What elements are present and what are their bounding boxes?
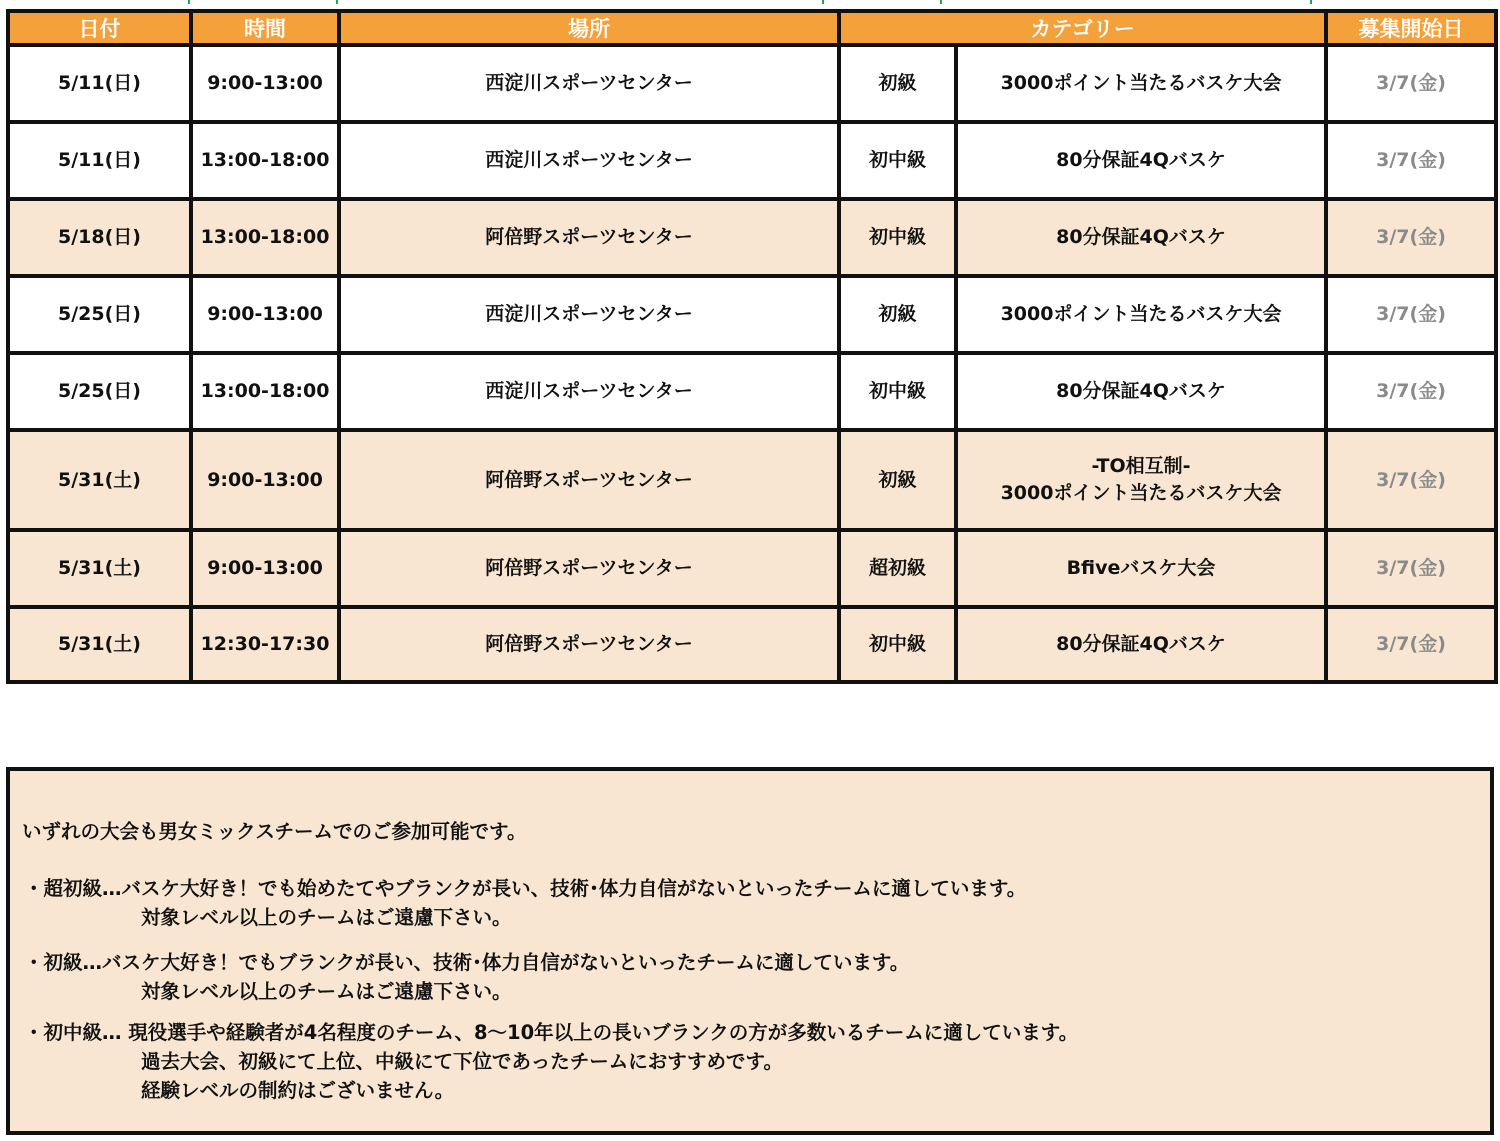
event-name-line: Bfiveバスケ大会 [1066,557,1216,579]
cell-level: 初級 [839,45,956,122]
divider-tick [336,0,338,4]
event-name-line: 3000ポイント当たるバスケ大会 [1000,482,1282,504]
cell-event [956,607,1326,682]
cell-event [956,199,1326,276]
divider-tick [940,0,942,4]
cell-start-date: 3/7(金) [1326,45,1496,122]
cell-venue: 阿倍野スポーツセンター [339,430,839,530]
cell-date: 5/18(日) [8,199,191,276]
header-date: 日付 [8,11,191,45]
cell-event [956,353,1326,430]
cell-time: 13:00-18:00 [191,353,339,430]
header-row [8,11,1496,45]
cell-venue: 西淀川スポーツセンター [339,276,839,353]
note-text: 過去大会、初級にて上位、中級にて下位であったチームにおすすめです。 [141,1050,783,1073]
note-item-beginner [24,948,909,1006]
event-name-line: 80分保証4Qバスケ [1056,149,1226,171]
event-name-line: 3000ポイント当たるバスケ大会 [1000,303,1282,325]
header-time: 時間 [191,11,339,45]
schedule-body [8,45,1496,682]
note-text: 対象レベル以上のチームはご遠慮下さい。 [141,980,512,1003]
table-row [8,276,1496,353]
event-name-line: 80分保証4Qバスケ [1056,226,1226,248]
cell-time: 9:00-13:00 [191,276,339,353]
divider-tick [1310,0,1312,4]
cell-venue: 西淀川スポーツセンター [339,122,839,199]
cell-venue: 西淀川スポーツセンター [339,353,839,430]
cell-event [956,276,1326,353]
cell-level: 初中級 [839,353,956,430]
cell-venue: 阿倍野スポーツセンター [339,199,839,276]
event-name-line: 80分保証4Qバスケ [1056,633,1226,655]
cell-start-date: 3/7(金) [1326,276,1496,353]
cell-start-date: 3/7(金) [1326,199,1496,276]
cell-start-date: 3/7(金) [1326,430,1496,530]
cell-level: 初中級 [839,607,956,682]
cell-start-date: 3/7(金) [1326,530,1496,607]
note-text: 対象レベル以上のチームはご遠慮下さい。 [141,906,512,929]
cell-date: 5/25(日) [8,353,191,430]
cell-event [956,530,1326,607]
table-row [8,199,1496,276]
divider-tick [822,0,824,4]
cell-level: 初中級 [839,122,956,199]
table-row [8,353,1496,430]
cell-start-date: 3/7(金) [1326,122,1496,199]
cell-level: 超初級 [839,530,956,607]
cell-venue: 阿倍野スポーツセンター [339,607,839,682]
notes-box [6,767,1494,1135]
cell-date: 5/11(日) [8,122,191,199]
cell-level: 初中級 [839,199,956,276]
cell-time: 9:00-13:00 [191,45,339,122]
cell-time: 13:00-18:00 [191,122,339,199]
cell-time: 12:30-17:30 [191,607,339,682]
table-row [8,430,1496,530]
note-text: 経験レベルの制約はございません。 [141,1079,455,1102]
note-text: ・初中級… 現役選手や経験者が4名程度のチーム、8〜10年以上の長いブランクの方が多数いるチームに適しています。 [24,1021,1079,1044]
cell-time: 13:00-18:00 [191,199,339,276]
cell-date: 5/25(日) [8,276,191,353]
cell-level: 初級 [839,276,956,353]
divider-tick [188,0,190,4]
event-name-line: -TO相互制- [1091,455,1191,477]
cell-event [956,430,1326,530]
notes-intro: いずれの大会も男女ミックスチームでのご参加可能です。 [22,820,527,843]
top-strip [0,0,1500,4]
table-row [8,45,1496,122]
cell-event [956,45,1326,122]
cell-date: 5/31(土) [8,607,191,682]
cell-event [956,122,1326,199]
header-start-date: 募集開始日 [1326,11,1496,45]
event-name-line: 80分保証4Qバスケ [1056,380,1226,402]
header-venue: 場所 [339,11,839,45]
note-text: ・超初級…バスケ大好き！でも始めたてやブランクが長い、技術･体力自信がないといったチームに適しています。 [24,877,1027,900]
note-text: ・初級…バスケ大好き！でもブランクが長い、技術･体力自信がないといったチームに適しています。 [24,951,910,974]
note-item-super-beginner [24,874,1026,932]
event-name-line: 3000ポイント当たるバスケ大会 [1000,72,1282,94]
cell-date: 5/11(日) [8,45,191,122]
cell-date: 5/31(土) [8,430,191,530]
cell-venue: 阿倍野スポーツセンター [339,530,839,607]
note-item-lower-intermediate [24,1018,1078,1105]
table-row [8,122,1496,199]
header-category: カテゴリー [839,11,1326,45]
table-row [8,607,1496,682]
cell-date: 5/31(土) [8,530,191,607]
cell-time: 9:00-13:00 [191,430,339,530]
cell-level: 初級 [839,430,956,530]
table-row [8,530,1496,607]
cell-time: 9:00-13:00 [191,530,339,607]
schedule-table [6,9,1498,684]
cell-start-date: 3/7(金) [1326,353,1496,430]
cell-start-date: 3/7(金) [1326,607,1496,682]
cell-venue: 西淀川スポーツセンター [339,45,839,122]
